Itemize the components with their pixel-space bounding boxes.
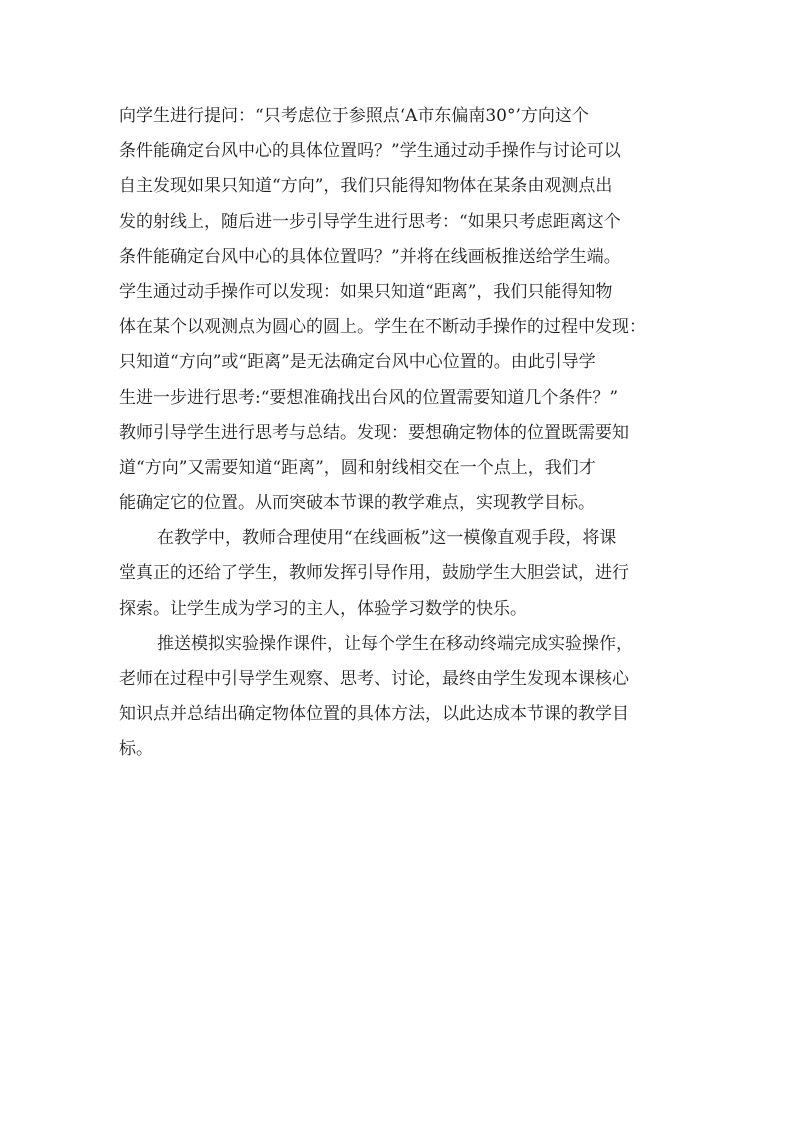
paragraph-1-line-10: 教师引导学生进行思考与总结。发现：要想确定物体的位置既需要知 bbox=[119, 422, 629, 443]
paragraph-2-line-1: 在教学中，教师合理使用“在线画板”这一模像直观手段，将课 bbox=[157, 528, 617, 549]
paragraph-2-line-2: 堂真正的还给了学生，教师发挥引导作用，鼓励学生大胆尝试，进行 bbox=[119, 563, 629, 584]
paragraph-1-line-2: 条件能确定台风中心的具体位置吗？”学生通过动手操作与讨论可以 bbox=[119, 141, 621, 162]
paragraph-1-line-5: 条件能确定台风中心的具体位置吗？”并将在线画板推送给学生端。 bbox=[119, 246, 621, 267]
paragraph-3-line-4: 标。 bbox=[119, 739, 153, 760]
paragraph-1-line-11: 道“方向”又需要知道“距离”，圆和射线相交在一个点上，我们才 bbox=[119, 457, 596, 478]
document-body bbox=[119, 101, 679, 770]
paragraph-1-line-8: 只知道“方向”或“距离”是无法确定台风中心位置的。由此引导学 bbox=[119, 352, 596, 373]
paragraph-3-line-3: 知识点并总结出确定物体位置的具体方法，以此达成本节课的教学目 bbox=[119, 704, 629, 725]
paragraph-3-line-2: 老师在过程中引导学生观察、思考、讨论，最终由学生发现本课核心 bbox=[119, 669, 629, 689]
paragraph-1-line-9: 生进一步进行思考:“要想准确找出台风的位置需要知道几个条件？” bbox=[119, 387, 619, 408]
paragraph-3-line-1: 推送模拟实验操作课件，让每个学生在移动终端完成实验操作， bbox=[157, 633, 633, 654]
paragraph-1-line-3: 自主发现如果只知道“方向”，我们只能得知物体在某条由观测点出 bbox=[119, 176, 613, 197]
paragraph-1-line-1: 向学生进行提问：“只考虑位于参照点‘A市东偏南30°’方向这个 bbox=[119, 106, 589, 126]
paragraph-2-line-3: 探索。让学生成为学习的主人，体验学习数学的快乐。 bbox=[119, 598, 527, 619]
paragraph-1-line-12: 能确定它的位置。从而突破本节课的教学难点，实现教学目标。 bbox=[119, 493, 595, 514]
paragraph-1-line-4: 发的射线上，随后进一步引导学生进行思考：“如果只考虑距离这个 bbox=[119, 211, 621, 232]
paragraph-1-line-7: 体在某个以观测点为圆心的圆上。学生在不断动手操作的过程中发现： bbox=[119, 317, 646, 338]
paragraph-1-line-6: 学生通过动手操作可以发现：如果只知道“距离”，我们只能得知物 bbox=[119, 281, 613, 302]
